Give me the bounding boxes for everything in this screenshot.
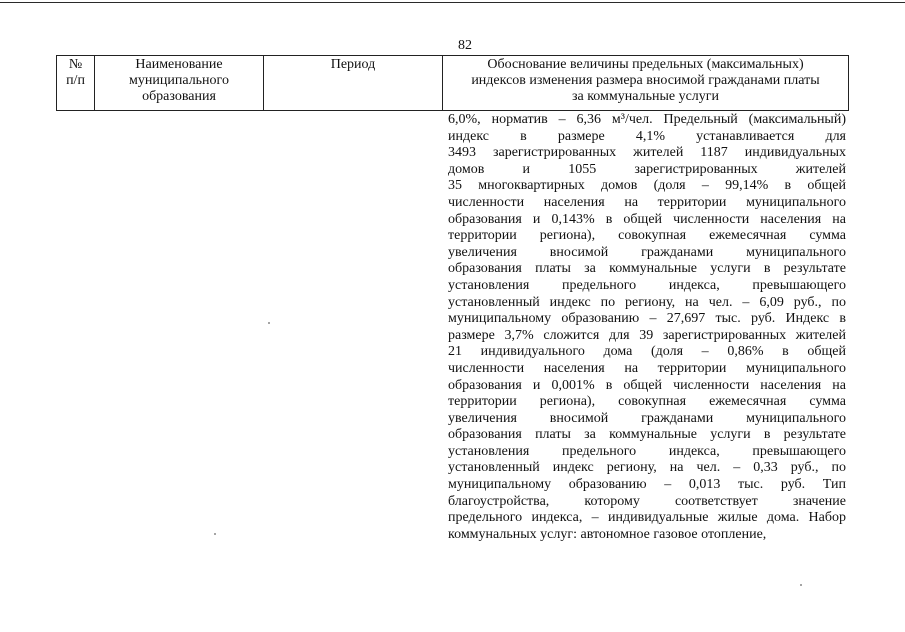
paragraph-line: образования и 0,001% в общей численности населения на xyxy=(448,377,846,393)
top-border-line xyxy=(0,2,905,3)
paragraph-line: установления предельного индекса, превышающего xyxy=(448,443,846,459)
header-period-text: Период xyxy=(330,57,376,72)
paragraph-line: 3493 зарегистрированных жителей 1187 индивидуальных xyxy=(448,145,846,161)
paragraph-line: установленный индекс региону, на чел. – 0,33 руб., по xyxy=(448,460,846,476)
header-name-text: Наименование муниципального образования xyxy=(129,57,229,104)
paragraph-line: образования платы за коммунальные услуги в результате xyxy=(448,261,846,277)
paragraph-line: установления предельного индекса, превышающего xyxy=(448,277,846,293)
header-name-column xyxy=(95,56,264,111)
scan-speck xyxy=(268,322,270,324)
header-basis-text: Обоснование величины предельных (максимальных) индексов изменения размера вносимой гражданами платы за коммунальные услуги xyxy=(471,57,820,104)
paragraph-line: муниципальному образованию – 27,697 тыс. руб. Индекс в xyxy=(448,311,846,327)
paragraph-line: муниципальному образованию – 0,013 тыс. руб. Тип xyxy=(448,477,846,493)
header-number-text: № п/п xyxy=(66,57,85,88)
table-header xyxy=(56,55,849,111)
paragraph-line: размере 3,7% сложится для 39 зарегистрированных жителей xyxy=(448,327,846,343)
paragraph-line: территории региона), совокупная ежемесячная сумма xyxy=(448,228,846,244)
paragraph-line: увеличения вносимой гражданами муниципального xyxy=(448,410,846,426)
page-number: 82 xyxy=(458,38,472,53)
scan-speck xyxy=(800,584,802,586)
paragraph-line: предельного индекса, – индивидуальные жилые дома. Набор xyxy=(448,510,846,526)
paragraph-line: установленный индекс по региону, на чел. – 6,09 руб., по xyxy=(448,294,846,310)
scan-speck xyxy=(214,533,216,535)
paragraph-line: 35 многоквартирных домов (доля – 99,14% в общей xyxy=(448,178,846,194)
paragraph-line: территории региона), совокупная ежемесячная сумма xyxy=(448,394,846,410)
paragraph-line: увеличения вносимой гражданами муниципального xyxy=(448,244,846,260)
paragraph-line: численности населения на территории муниципального xyxy=(448,360,846,376)
paragraph-line: благоустройства, которому соответствует значение xyxy=(448,493,846,509)
paragraph-line: домов и 1055 зарегистрированных жителей xyxy=(448,161,846,177)
paragraph-line: коммунальных услуг: автономное газовое отопление, xyxy=(448,526,767,542)
paragraph-line: индекс в размере 4,1% устанавливается для xyxy=(448,128,846,144)
basis-paragraph xyxy=(448,112,846,543)
header-period-column xyxy=(264,56,443,111)
paragraph-line: 6,0%, норматив – 6,36 м³/чел. Предельный (максимальный) xyxy=(448,112,846,127)
paragraph-line: численности населения на территории муниципального xyxy=(448,194,846,210)
header-number-column xyxy=(57,56,95,111)
paragraph-line: 21 индивидуального дома (доля – 0,86% в общей xyxy=(448,344,846,360)
paragraph-line: образования платы за коммунальные услуги в результате xyxy=(448,427,846,443)
header-basis-column xyxy=(443,56,849,111)
paragraph-line: образования и 0,143% в общей численности населения на xyxy=(448,211,846,227)
